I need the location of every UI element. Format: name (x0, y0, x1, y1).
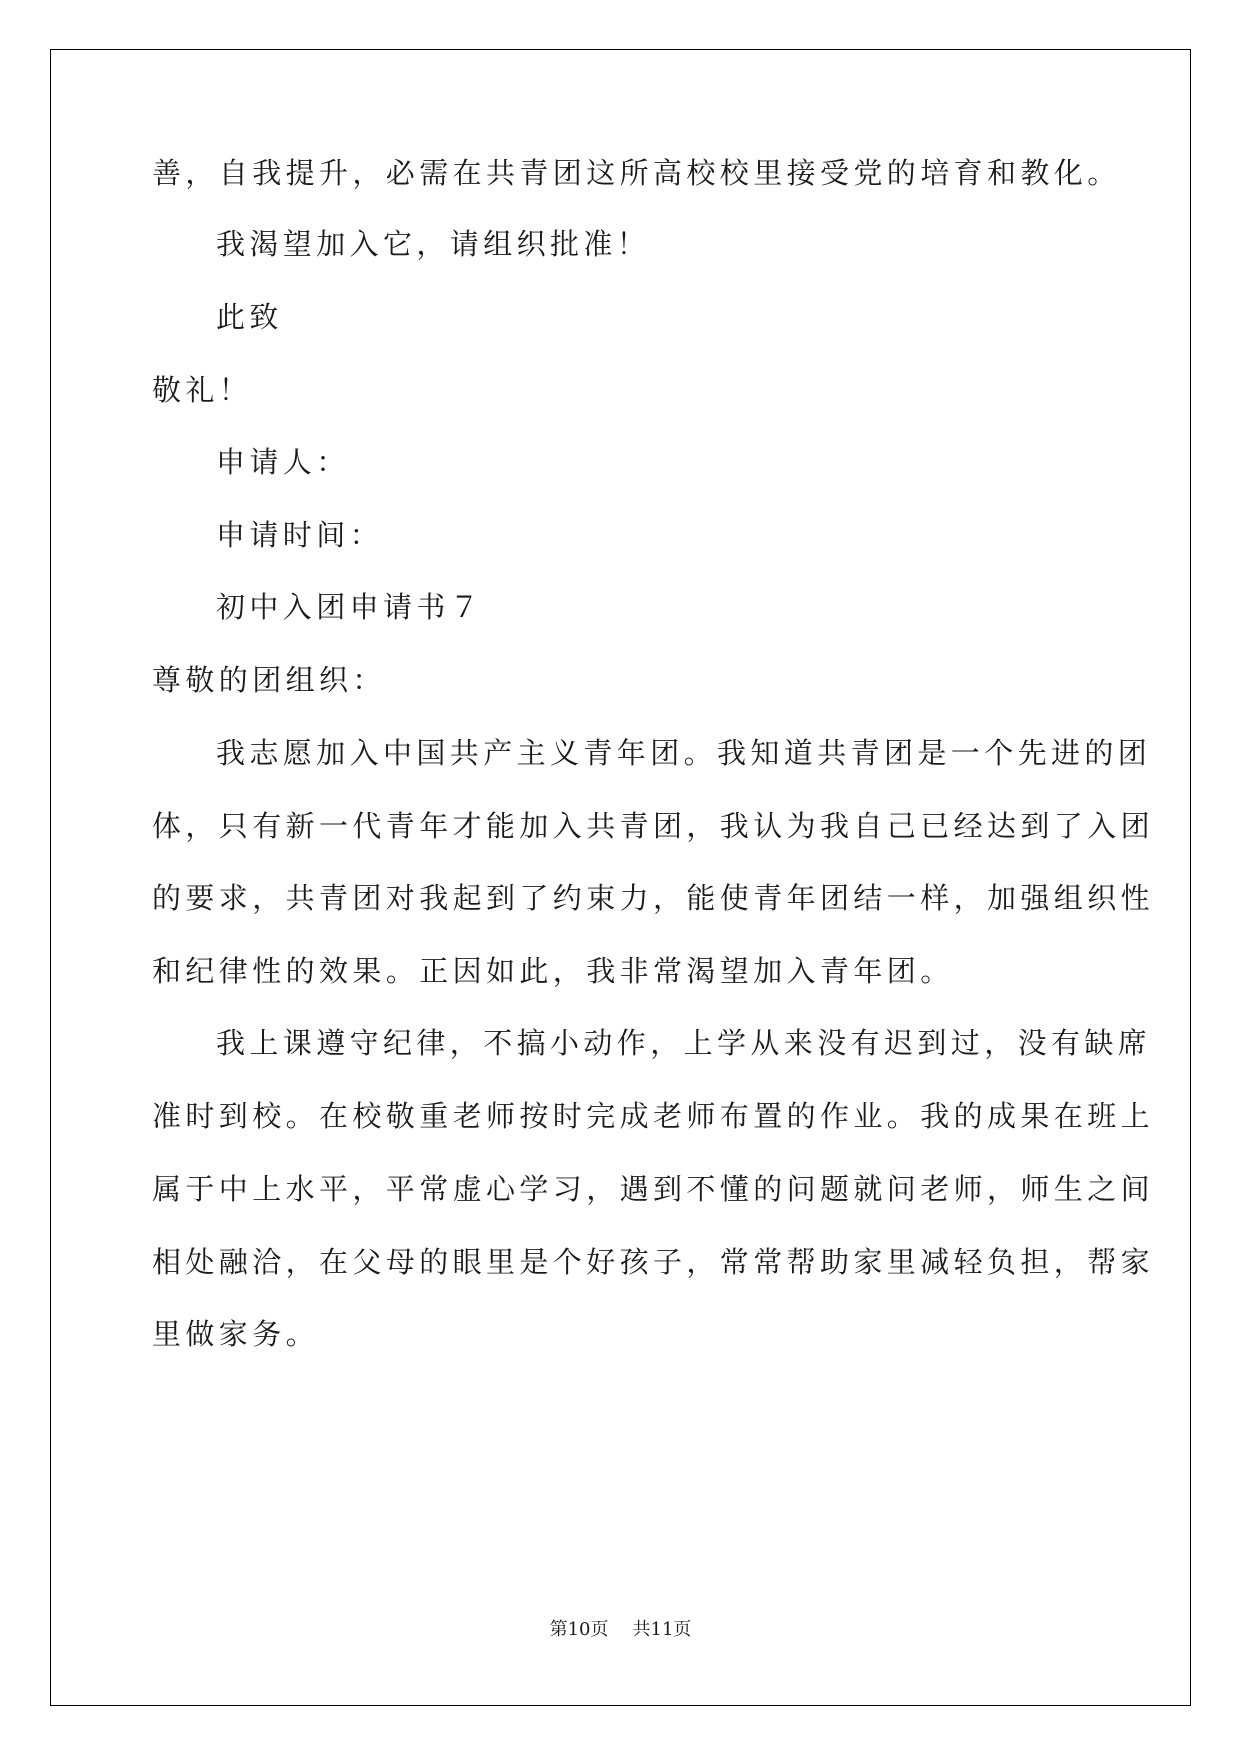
total-page-count: 11 (650, 1619, 674, 1640)
paragraph-line: 和纪律性的效果。正因如此，我非常渴望加入青年团。 (152, 954, 954, 988)
paragraph-line: 的要求，共青团对我起到了约束力，能使青年团结一样，加强组织性 (152, 881, 1155, 915)
paragraph-line: 我上课遵守纪律，不搞小动作，上学从来没有迟到过，没有缺席 (216, 1026, 1152, 1060)
section-title: 初中入团申请书７ (216, 590, 484, 624)
paragraph-line: 我志愿加入中国共产主义青年团。我知道共青团是一个先进的团 (216, 736, 1152, 770)
total-label-suffix: 页 (673, 1619, 692, 1640)
salutation-closing: 敬礼！ (152, 373, 253, 407)
current-page-number: 10 (567, 1619, 591, 1640)
closing-phrase: 此致 (216, 300, 283, 334)
page-label-prefix: 第 (549, 1619, 568, 1640)
paragraph-line: 体，只有新一代青年才能加入共青团，我认为我自己已经达到了入团 (152, 809, 1155, 843)
paragraph-line: 准时到校。在校敬重老师按时完成老师布置的作业。我的成果在班上 (152, 1099, 1155, 1133)
paragraph-line: 我渴望加入它，请组织批准！ (216, 227, 651, 261)
paragraph-line: 善，自我提升，必需在共青团这所高校校里接受党的培育和教化。 (152, 156, 1121, 190)
page-label-suffix: 页 (590, 1619, 609, 1640)
total-label-prefix: 共 (632, 1619, 651, 1640)
paragraph-line: 相处融洽，在父母的眼里是个好孩子，常常帮助家里减轻负担，帮家 (152, 1245, 1155, 1279)
page-footer (0, 1615, 1241, 1645)
greeting: 尊敬的团组织： (152, 663, 386, 697)
paragraph-line: 属于中上水平，平常虚心学习，遇到不懂的问题就问老师，师生之间 (152, 1172, 1155, 1206)
application-date-label: 申请时间： (216, 518, 384, 552)
paragraph-line: 里做家务。 (152, 1317, 320, 1351)
applicant-label: 申请人： (216, 445, 350, 479)
